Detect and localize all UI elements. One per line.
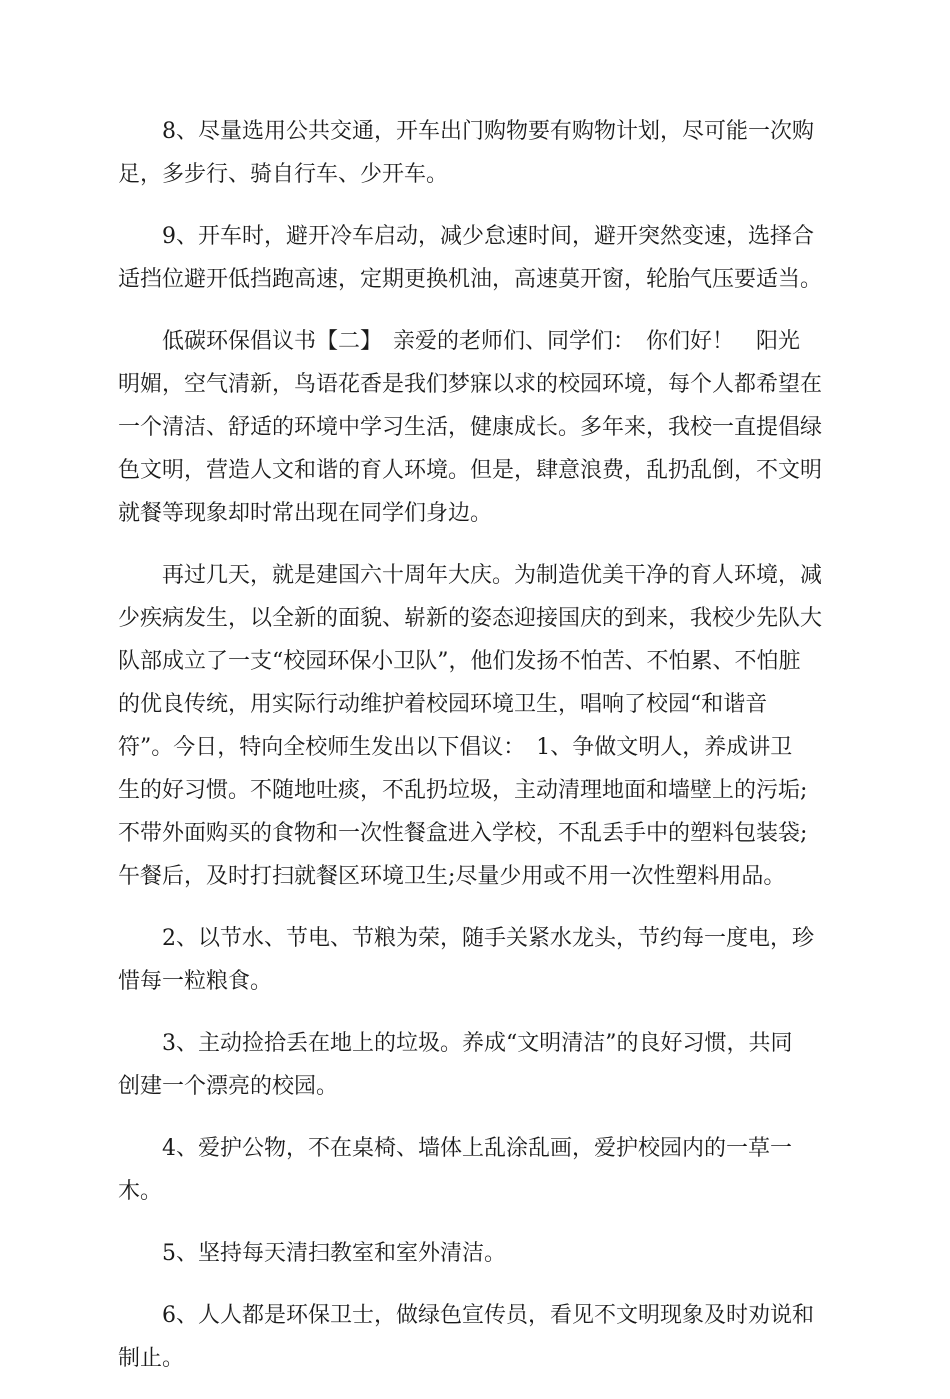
text-line: 4、爱护公物，不在桌椅、墙体上乱涂乱画，爱护校园内的一草一 [162, 1136, 792, 1161]
text-line: 足，多步行、骑自行车、少开车。 [118, 162, 449, 187]
text-line: 适挡位避开低挡跑高速，定期更换机油，高速莫开窗，轮胎气压要适当。 [118, 267, 823, 292]
text-line: 色文明，营造人文和谐的育人环境。但是，肆意浪费，乱扔乱倒，不文明 [118, 458, 823, 483]
text-line: 8、尽量选用公共交通，开车出门购物要有购物计划，尽可能一次购 [162, 119, 814, 144]
text-line: 9、开车时，避开冷车启动，减少怠速时间，避开突然变速，选择合 [162, 224, 814, 249]
text-line: 就餐等现象却时常出现在同学们身边。 [118, 501, 493, 526]
text-line: 生的好习惯。不随地吐痰，不乱扔垃圾，主动清理地面和墙壁上的污垢; [118, 778, 808, 803]
paragraph-national-day [118, 554, 832, 898]
text-line: 一个清洁、舒适的环境中学习生活，健康成长。多年来，我校一直提倡绿 [118, 415, 823, 440]
text-line: 明媚，空气清新，鸟语花香是我们梦寐以求的校园环境，每个人都希望在 [118, 372, 823, 397]
text-line: 低碳环保倡议书【二】 亲爱的老师们、同学们： 你们好！ 阳光 [162, 329, 801, 354]
text-line: 不带外面购买的食物和一次性餐盒进入学校，不乱丢手中的塑料包装袋; [118, 821, 808, 846]
paragraph-item-3 [118, 1022, 832, 1108]
text-line: 5、坚持每天清扫教室和室外清洁。 [162, 1241, 506, 1266]
text-line: 惜每一粒粮食。 [118, 969, 273, 994]
text-line: 午餐后，及时打扫就餐区环境卫生;尽量少用或不用一次性塑料用品。 [118, 864, 786, 889]
text-line: 队部成立了一支“校园环保小卫队”，他们发扬不怕苦、不怕累、不怕脏 [118, 649, 801, 674]
text-line: 再过几天，就是建国六十周年大庆。为制造优美干净的育人环境，减 [162, 563, 823, 588]
paragraph-item-9 [118, 215, 832, 301]
paragraph-item-8 [118, 110, 832, 196]
text-line: 少疾病发生，以全新的面貌、崭新的姿态迎接国庆的到来，我校少先队大 [118, 606, 823, 631]
text-line: 6、人人都是环保卫士，做绿色宣传员，看见不文明现象及时劝说和 [162, 1303, 814, 1328]
document-body [118, 110, 832, 1399]
text-line: 2、以节水、节电、节粮为荣，随手关紧水龙头，节约每一度电，珍 [162, 926, 814, 951]
text-line: 制止。 [118, 1346, 185, 1371]
text-line: 符”。今日，特向全校师生发出以下倡议： 1、争做文明人，养成讲卫 [118, 735, 793, 760]
text-line: 创建一个漂亮的校园。 [118, 1074, 339, 1099]
paragraph-item-4 [118, 1127, 832, 1213]
paragraph-proposal-intro [118, 320, 832, 535]
paragraph-item-6 [118, 1294, 832, 1380]
paragraph-item-2 [118, 917, 832, 1003]
text-line: 木。 [118, 1179, 163, 1204]
text-line: 3、主动捡拾丢在地上的垃圾。养成“文明清洁”的良好习惯，共同 [162, 1031, 793, 1056]
paragraph-item-5 [118, 1232, 832, 1275]
text-line: 的优良传统，用实际行动维护着校园环境卫生，唱响了校园“和谐音 [118, 692, 768, 717]
